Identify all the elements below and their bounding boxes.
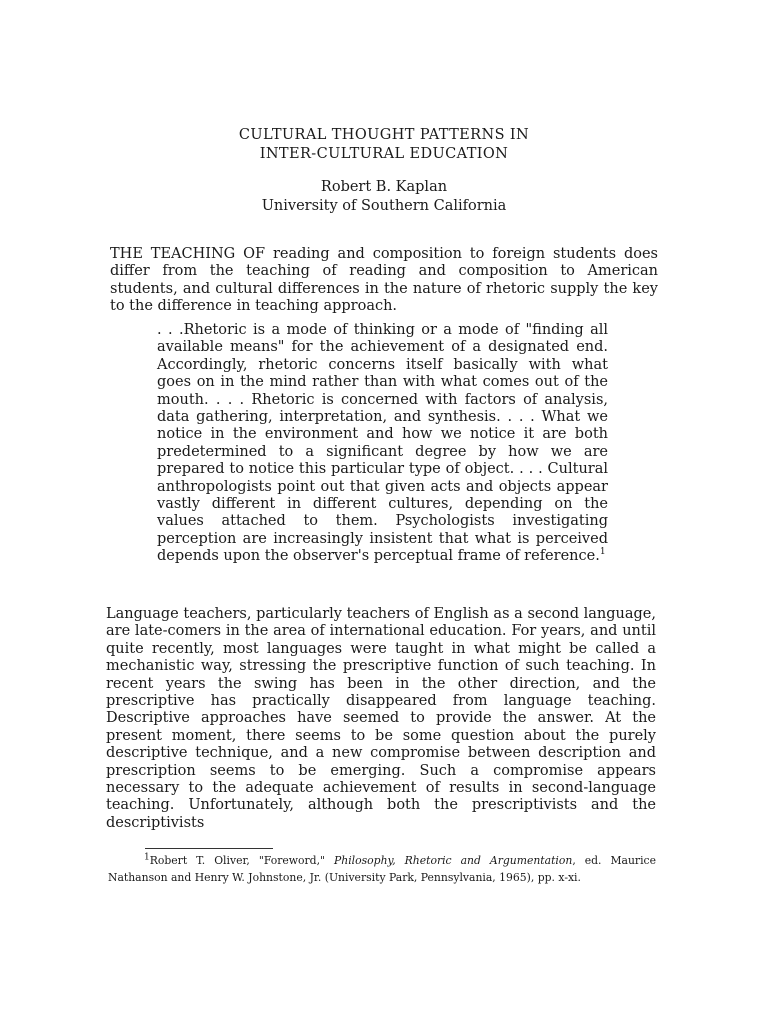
article-title	[0, 126, 768, 164]
footnote-author: Robert T. Oliver, "Foreword,"	[149, 854, 334, 867]
author-block	[0, 178, 768, 216]
author-name: Robert B. Kaplan	[320, 179, 448, 195]
author-affiliation: University of Southern California	[261, 198, 507, 214]
footnote-details: , ed. Maurice Nathanson and Henry W. Johnstone, Jr. (University Park, Pennsylvania, 1965), pp. x-xi.	[108, 854, 656, 884]
footnote-divider	[145, 848, 273, 849]
second-paragraph: Language teachers, particularly teachers of English as a second language, are late-comers in the area of international education. For years, and until quite recently, most languages were taught in what might be called a mechanistic way, stressing the prescriptive function of such teaching. In recent years the swing has been in the other direction, and the prescriptive has practically disappeared from language teaching. Descriptive approaches have seemed to provide the answer. At the present moment, there seems to be some question about the purely descriptive technique, and a new compromise between description and prescription seems to be emerging. Such a compromise appears necessary to the adequate achievement of results in second-language teaching. Unfortunately, although both the prescriptivists and the descriptivists	[106, 606, 656, 831]
footnote-marker: 1	[144, 852, 150, 863]
opening-paragraph: THE TEACHING OF reading and composition to foreign students does differ from the teaching of reading and composition to American students, and cultural differences in the nature of rhetoric supply the key to the difference in teaching approach.	[110, 246, 658, 315]
title-line-2: INTER-CULTURAL EDUCATION	[259, 146, 509, 162]
block-quote	[157, 322, 608, 566]
footnote	[108, 853, 656, 886]
footnote-reference: 1	[599, 547, 606, 558]
title-line-1: CULTURAL THOUGHT PATTERNS IN	[238, 127, 530, 143]
footnote-book-title: Philosophy, Rhetoric and Argumentation	[334, 854, 573, 867]
block-quote-text: . . .Rhetoric is a mode of thinking or a mode of "finding all available means" for the achievement of a designated end. Accordingly, rhetoric concerns itself basically with what goes on in the mind rather than with what comes out of the mouth. . . . Rhetoric is concerned with factors of analysis, data gathering, interpretation, and synthesis. . . . What we notice in the environment and how we notice it are both predetermined to a significant degree by how we are prepared to notice this particular type of object. . . . Cultural anthropologists point out that given acts and objects appear vastly different in different cultures, depending on the values attached to them. Psychologists investigating perception are increasingly insistent that what is perceived depends upon the observer's perceptual frame of reference.	[157, 322, 608, 565]
